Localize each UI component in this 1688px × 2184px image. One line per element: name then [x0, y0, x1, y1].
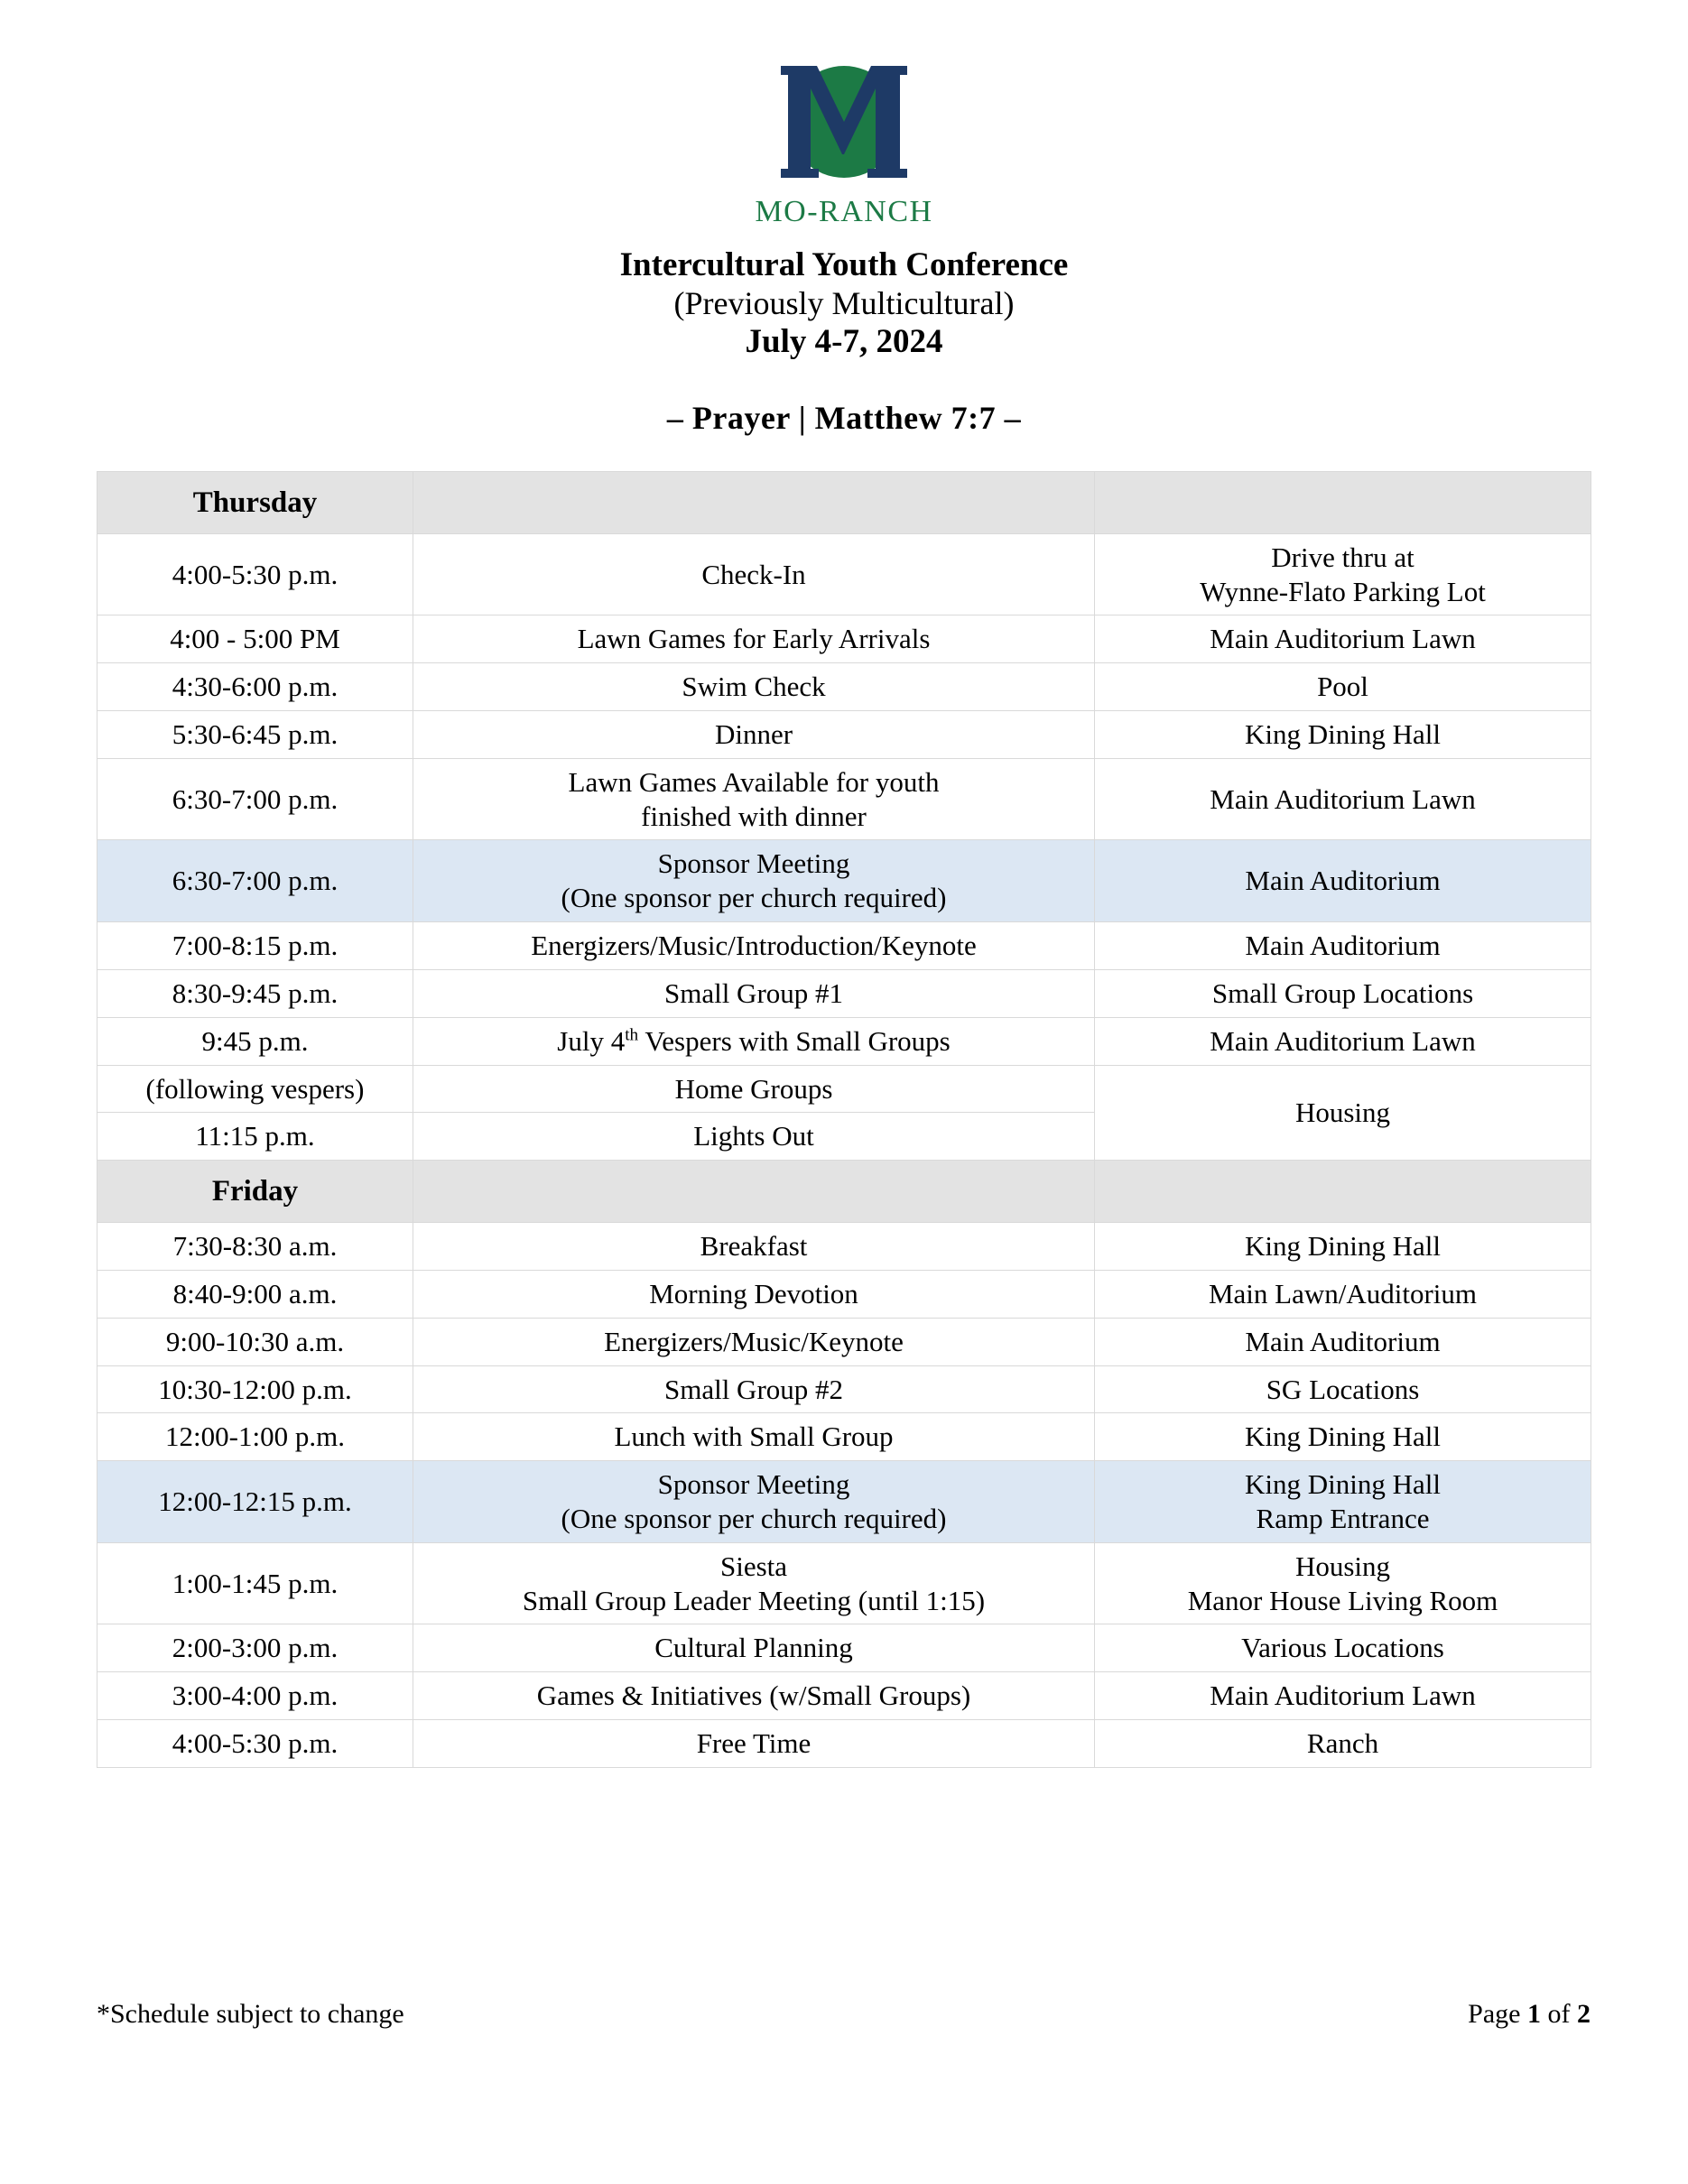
- cell-time: 7:30-8:30 a.m.: [97, 1223, 413, 1271]
- cell-time: 4:30-6:00 p.m.: [97, 663, 413, 711]
- cell-time: 10:30-12:00 p.m.: [97, 1365, 413, 1413]
- cell-event: Morning Devotion: [413, 1270, 1095, 1318]
- cell-location: King Dining Hall: [1095, 1413, 1591, 1461]
- cell-event: Small Group #1: [413, 969, 1095, 1017]
- page-subtitle: (Previously Multicultural): [673, 285, 1015, 322]
- day-header-spacer: [413, 1161, 1095, 1223]
- cell-time: 5:30-6:45 p.m.: [97, 711, 413, 759]
- day-header-row: [97, 1161, 1591, 1223]
- cell-time: 1:00-1:45 p.m.: [97, 1542, 413, 1624]
- cell-time: 8:40-9:00 a.m.: [97, 1270, 413, 1318]
- brand-logo: [0, 0, 1688, 229]
- schedule-table: [97, 471, 1591, 1768]
- cell-time: 2:00-3:00 p.m.: [97, 1624, 413, 1672]
- cell-time: 3:00-4:00 p.m.: [97, 1672, 413, 1720]
- footer-note: *Schedule subject to change: [97, 1999, 404, 2029]
- day-header-spacer: [1095, 471, 1591, 533]
- cell-event: Lawn Games Available for youth finished with dinner: [413, 758, 1095, 840]
- cell-time: 4:00-5:30 p.m.: [97, 1720, 413, 1768]
- cell-time: 11:15 p.m.: [97, 1113, 413, 1161]
- brand-wordmark: MO-RANCH: [755, 195, 933, 228]
- cell-time: 6:30-7:00 p.m.: [97, 840, 413, 922]
- schedule-table-container: [0, 471, 1688, 1768]
- page-number-total: 2: [1577, 1999, 1591, 2029]
- table-row: [97, 1461, 1591, 1543]
- table-row: [97, 1065, 1591, 1113]
- cell-location: King Dining Hall: [1095, 711, 1591, 759]
- cell-location: Main Auditorium Lawn: [1095, 615, 1591, 663]
- cell-location: Main Auditorium: [1095, 840, 1591, 922]
- cell-location: Drive thru at Wynne-Flato Parking Lot: [1095, 533, 1591, 615]
- cell-event: Energizers/Music/Introduction/Keynote: [413, 922, 1095, 970]
- cell-location: Main Auditorium Lawn: [1095, 758, 1591, 840]
- page-number-prefix: Page: [1468, 1999, 1527, 2029]
- cell-location: Housing Manor House Living Room: [1095, 1542, 1591, 1624]
- cell-event: Small Group #2: [413, 1365, 1095, 1413]
- cell-location: Main Auditorium: [1095, 922, 1591, 970]
- table-row: [97, 711, 1591, 759]
- cell-event: Cultural Planning: [413, 1624, 1095, 1672]
- cell-event: Sponsor Meeting (One sponsor per church required): [413, 840, 1095, 922]
- page-number-current: 1: [1527, 1999, 1541, 2029]
- conference-dates: July 4-7, 2024: [745, 323, 943, 361]
- cell-time: 7:00-8:15 p.m.: [97, 922, 413, 970]
- cell-location: SG Locations: [1095, 1365, 1591, 1413]
- cell-location: Small Group Locations: [1095, 969, 1591, 1017]
- cell-location: King Dining Hall: [1095, 1223, 1591, 1271]
- table-row: [97, 533, 1591, 615]
- table-row: [97, 1624, 1591, 1672]
- cell-location: Main Auditorium: [1095, 1318, 1591, 1365]
- table-row: [97, 1720, 1591, 1768]
- cell-event: Free Time: [413, 1720, 1095, 1768]
- cell-location: Ranch: [1095, 1720, 1591, 1768]
- cell-time: 9:00-10:30 a.m.: [97, 1318, 413, 1365]
- cell-event: Sponsor Meeting (One sponsor per church required): [413, 1461, 1095, 1543]
- cell-event: Breakfast: [413, 1223, 1095, 1271]
- cell-event: Dinner: [413, 711, 1095, 759]
- cell-time: 12:00-12:15 p.m.: [97, 1461, 413, 1543]
- table-row: [97, 922, 1591, 970]
- page-footer: [97, 1999, 1591, 2030]
- page-number: [1468, 1999, 1591, 2030]
- cell-event: Lunch with Small Group: [413, 1413, 1095, 1461]
- day-header-spacer: [413, 471, 1095, 533]
- table-row: [97, 1672, 1591, 1720]
- cell-time: 4:00 - 5:00 PM: [97, 615, 413, 663]
- table-row: [97, 1413, 1591, 1461]
- cell-event: Lawn Games for Early Arrivals: [413, 615, 1095, 663]
- day-name: Thursday: [97, 471, 413, 533]
- cell-event: Games & Initiatives (w/Small Groups): [413, 1672, 1095, 1720]
- page-title: Intercultural Youth Conference: [619, 246, 1069, 283]
- cell-time: 4:00-5:30 p.m.: [97, 533, 413, 615]
- table-row: [97, 1365, 1591, 1413]
- cell-event: Siesta Small Group Leader Meeting (until 1:15): [413, 1542, 1095, 1624]
- table-row: [97, 615, 1591, 663]
- cell-time: 12:00-1:00 p.m.: [97, 1413, 413, 1461]
- table-row: [97, 1270, 1591, 1318]
- cell-event: Lights Out: [413, 1113, 1095, 1161]
- cell-location: Main Auditorium Lawn: [1095, 1672, 1591, 1720]
- table-row: [97, 1542, 1591, 1624]
- table-row: [97, 1223, 1591, 1271]
- cell-location: Main Auditorium Lawn: [1095, 1017, 1591, 1065]
- day-name: Friday: [97, 1161, 413, 1223]
- table-row: [97, 969, 1591, 1017]
- title-block: [0, 245, 1688, 437]
- cell-time: 9:45 p.m.: [97, 1017, 413, 1065]
- cell-time: 8:30-9:45 p.m.: [97, 969, 413, 1017]
- table-row: [97, 758, 1591, 840]
- cell-location: Pool: [1095, 663, 1591, 711]
- cell-event: Energizers/Music/Keynote: [413, 1318, 1095, 1365]
- cell-event: Home Groups: [413, 1065, 1095, 1113]
- cell-location: Various Locations: [1095, 1624, 1591, 1672]
- cell-time: (following vespers): [97, 1065, 413, 1113]
- cell-location: King Dining Hall Ramp Entrance: [1095, 1461, 1591, 1543]
- table-row: [97, 663, 1591, 711]
- table-row: [97, 840, 1591, 922]
- cell-location: Housing: [1095, 1065, 1591, 1161]
- cell-location: Main Lawn/Auditorium: [1095, 1270, 1591, 1318]
- table-row: [97, 1017, 1591, 1065]
- cell-event: July 4th Vespers with Small Groups: [413, 1017, 1095, 1065]
- cell-event: Swim Check: [413, 663, 1095, 711]
- day-header-row: [97, 471, 1591, 533]
- day-header-spacer: [1095, 1161, 1591, 1223]
- mo-ranch-m-logo-icon: [754, 54, 934, 190]
- page-number-middle: of: [1541, 1999, 1577, 2029]
- table-row: [97, 1318, 1591, 1365]
- cell-time: 6:30-7:00 p.m.: [97, 758, 413, 840]
- cell-event: Check-In: [413, 533, 1095, 615]
- theme-verse: – Prayer | Matthew 7:7 –: [666, 399, 1022, 436]
